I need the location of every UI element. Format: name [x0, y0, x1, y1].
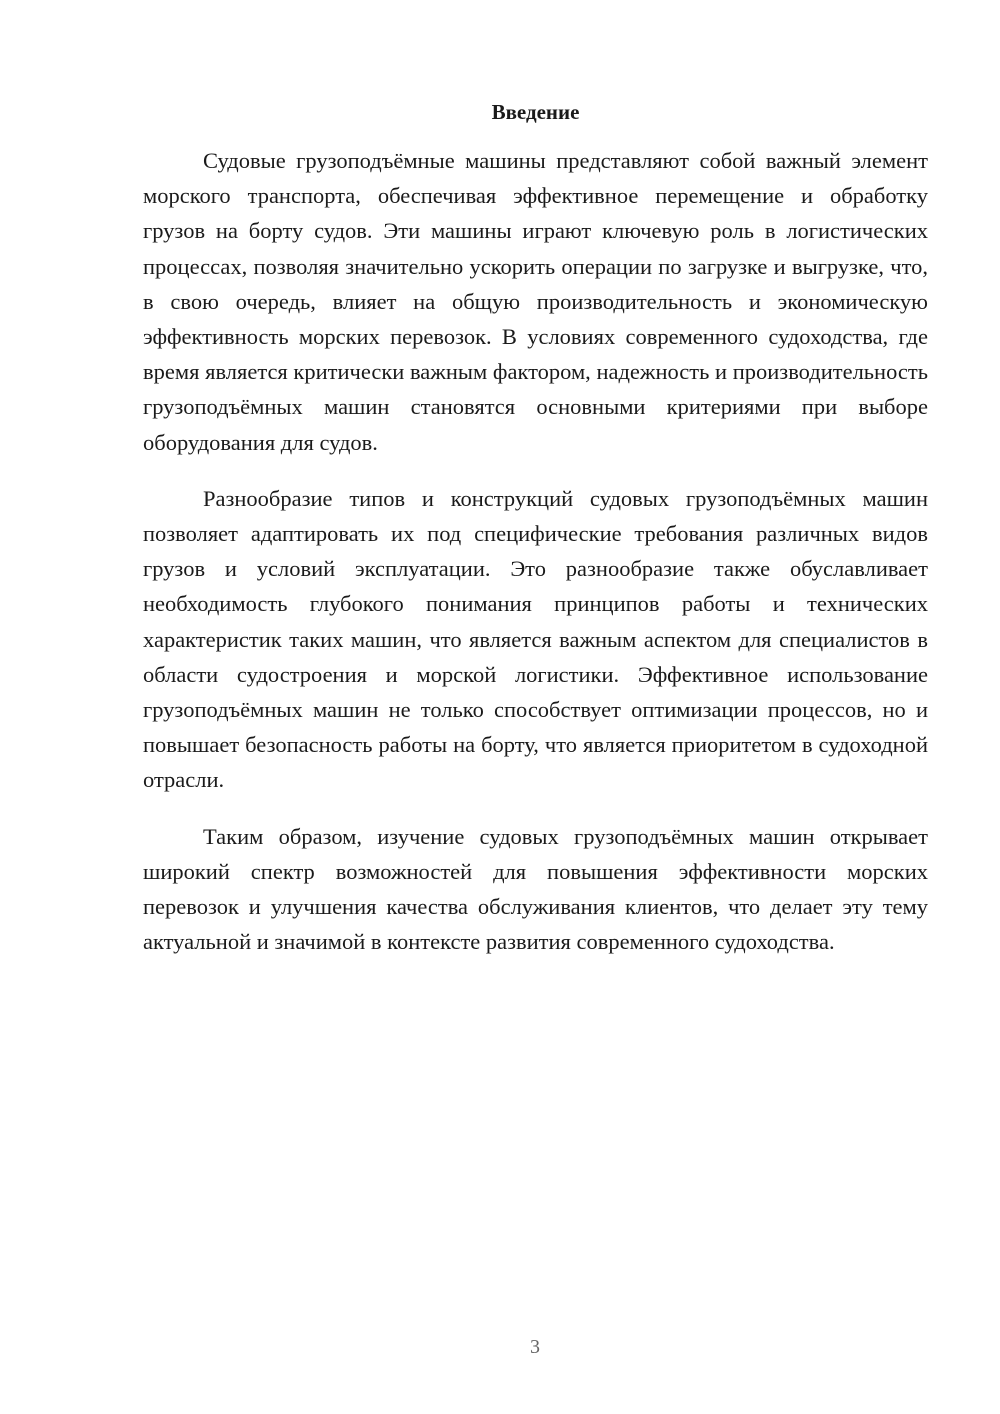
paragraph-1: Судовые грузоподъёмные машины представляют собой важный элемент морского транспорта, обеспечивая эффективное перемещение и обработку грузов на борту судов. Эти машины играют ключевую роль в логистических процессах, позволяя значительно ускорить операции по загрузке и выгрузке, что, в свою очередь, влияет на общую производительность и экономическую эффективность морских перевозок. В условиях современного судоходства, где время является критически важным фактором, надежность и производительность грузоподъёмных машин становятся основными критериями при выборе оборудования для судов.: [143, 148, 928, 455]
paragraph-2: Разнообразие типов и конструкций судовых грузоподъёмных машин позволяет адаптировать их под специфические требования различных видов грузов и условий эксплуатации. Это разнообразие также обуславливает необходимость глубокого понимания принципов работы и технических характеристик таких машин, что является важным аспектом для специалистов в области судостроения и морской логистики. Эффективное использование грузоподъёмных машин не только способствует оптимизации процессов, но и повышает безопасность работы на борту, что является приоритетом в судоходной отрасли.: [143, 485, 928, 793]
body-text: [143, 143, 928, 980]
section-title: Введение: [491, 100, 580, 124]
page-number: 3: [530, 1336, 540, 1358]
paragraph-3: Таким образом, изучение судовых грузоподъёмных машин открывает широкий спектр возможностей для повышения эффективности морских перевозок и улучшения качества обслуживания клиентов, что делает эту тему актуальной и значимой в контексте развития современного судоходства.: [143, 823, 928, 955]
